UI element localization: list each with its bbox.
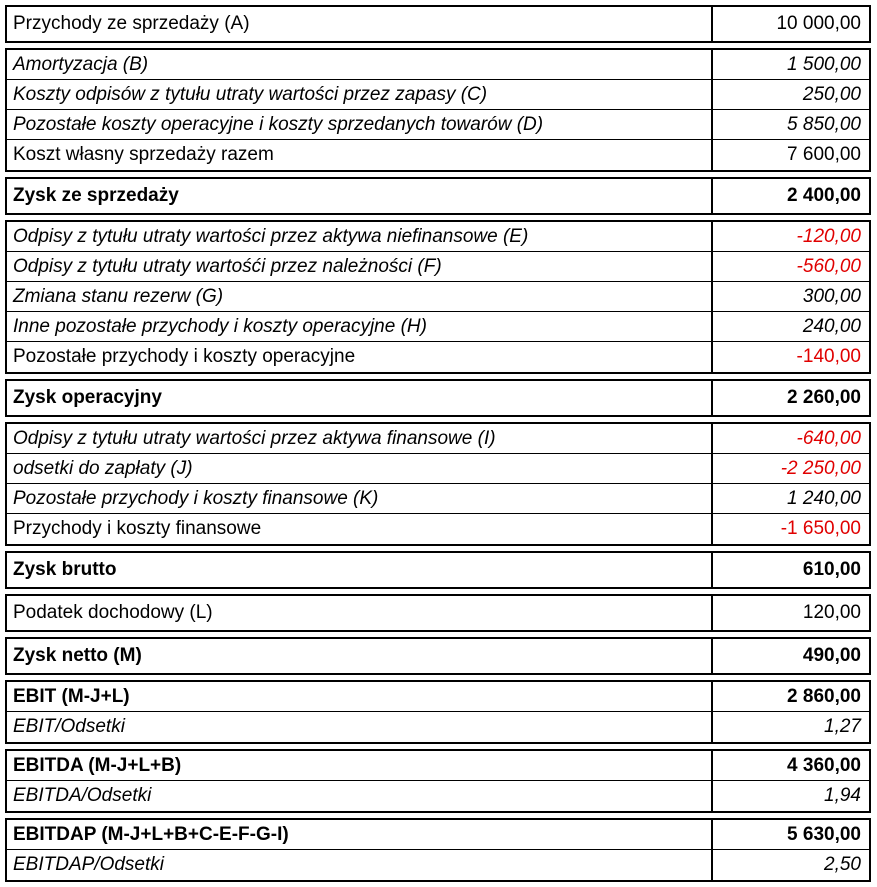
row-value: -120,00: [796, 225, 861, 247]
row-value: -640,00: [796, 427, 861, 449]
row-label: Odpisy z tytułu utraty wartości przez aktywa niefinansowe (E): [7, 222, 713, 251]
table-row: [7, 140, 869, 170]
table-row: [7, 179, 869, 213]
row-value: -2 250,00: [780, 457, 861, 479]
table-row: [7, 484, 869, 514]
table-block: [5, 749, 871, 813]
row-label: EBITDA (M-J+L+B): [7, 751, 713, 780]
row-label: Pozostałe przychody i koszty operacyjne: [7, 342, 713, 372]
table-row: [7, 850, 869, 880]
table-block: [5, 177, 871, 215]
row-value: 610,00: [802, 559, 861, 580]
table-row: [7, 110, 869, 140]
table-row: [7, 596, 869, 630]
row-value: 240,00: [802, 315, 861, 337]
row-label: Zysk brutto: [7, 553, 713, 587]
row-label: EBIT (M-J+L): [7, 682, 713, 711]
row-value: 7 600,00: [787, 144, 861, 165]
table-row: [7, 514, 869, 544]
row-label: Amortyzacja (B): [7, 50, 713, 79]
row-label: Odpisy z tytułu utraty wartości przez aktywa finansowe (I): [7, 424, 713, 453]
table-block: [5, 5, 871, 43]
row-value: 1,94: [824, 785, 861, 806]
row-value: 120,00: [802, 602, 861, 623]
table-block: [5, 379, 871, 417]
table-row: [7, 454, 869, 484]
table-block: [5, 637, 871, 675]
row-label: Koszty odpisów z tytułu utraty wartości przez zapasy (C): [7, 80, 713, 109]
row-value: 490,00: [802, 645, 861, 666]
table-row: [7, 682, 869, 712]
row-value: 10 000,00: [776, 13, 861, 34]
row-value: 2 860,00: [787, 685, 861, 707]
row-label: Odpisy z tytułu utraty wartośći przez należności (F): [7, 252, 713, 281]
table-row: [7, 712, 869, 742]
table-row: [7, 751, 869, 781]
row-label: Koszt własny sprzedaży razem: [7, 140, 713, 170]
row-value: 1 240,00: [787, 487, 861, 509]
row-value: 250,00: [802, 83, 861, 105]
row-label: Przychody ze sprzedaży (A): [7, 7, 713, 41]
row-value: 1,27: [824, 716, 861, 737]
row-label: EBITDAP/Odsetki: [7, 850, 713, 880]
table-row: [7, 781, 869, 811]
table-block: [5, 422, 871, 546]
row-label: Pozostałe koszty operacyjne i koszty sprzedanych towarów (D): [7, 110, 713, 139]
row-value: 2 400,00: [787, 185, 861, 206]
table-block: [5, 551, 871, 589]
table-row: [7, 342, 869, 372]
table-row: [7, 7, 869, 41]
row-label: Zmiana stanu rezerw (G): [7, 282, 713, 311]
row-label: Zysk ze sprzedaży: [7, 179, 713, 213]
row-label: EBIT/Odsetki: [7, 712, 713, 742]
table-row: [7, 381, 869, 415]
table-row: [7, 50, 869, 80]
row-label: Zysk netto (M): [7, 639, 713, 673]
row-value: -140,00: [796, 346, 861, 367]
table-row: [7, 282, 869, 312]
row-value: 2,50: [824, 854, 861, 875]
table-row: [7, 820, 869, 850]
row-label: Pozostałe przychody i koszty finansowe (K): [7, 484, 713, 513]
row-label: EBITDAP (M-J+L+B+C-E-F-G-I): [7, 820, 713, 849]
row-value: 5 850,00: [787, 113, 861, 135]
table-block: [5, 594, 871, 632]
row-value: 5 630,00: [787, 823, 861, 845]
table-row: [7, 252, 869, 282]
row-value: 1 500,00: [787, 53, 861, 75]
row-value: 300,00: [802, 285, 861, 307]
row-value: 2 260,00: [787, 387, 861, 408]
row-label: odsetki do zapłaty (J): [7, 454, 713, 483]
table-row: [7, 424, 869, 454]
row-value: -560,00: [796, 255, 861, 277]
row-value: -1 650,00: [780, 518, 861, 539]
row-label: Przychody i koszty finansowe: [7, 514, 713, 544]
financial-statement-table: [5, 5, 871, 887]
table-row: [7, 639, 869, 673]
table-block: [5, 48, 871, 172]
row-label: Podatek dochodowy (L): [7, 596, 713, 630]
row-value: 4 360,00: [787, 754, 861, 776]
table-block: [5, 818, 871, 882]
table-row: [7, 553, 869, 587]
table-block: [5, 220, 871, 374]
table-row: [7, 222, 869, 252]
row-label: Inne pozostałe przychody i koszty operacyjne (H): [7, 312, 713, 341]
row-label: Zysk operacyjny: [7, 381, 713, 415]
table-row: [7, 312, 869, 342]
table-row: [7, 80, 869, 110]
row-label: EBITDA/Odsetki: [7, 781, 713, 811]
table-block: [5, 680, 871, 744]
